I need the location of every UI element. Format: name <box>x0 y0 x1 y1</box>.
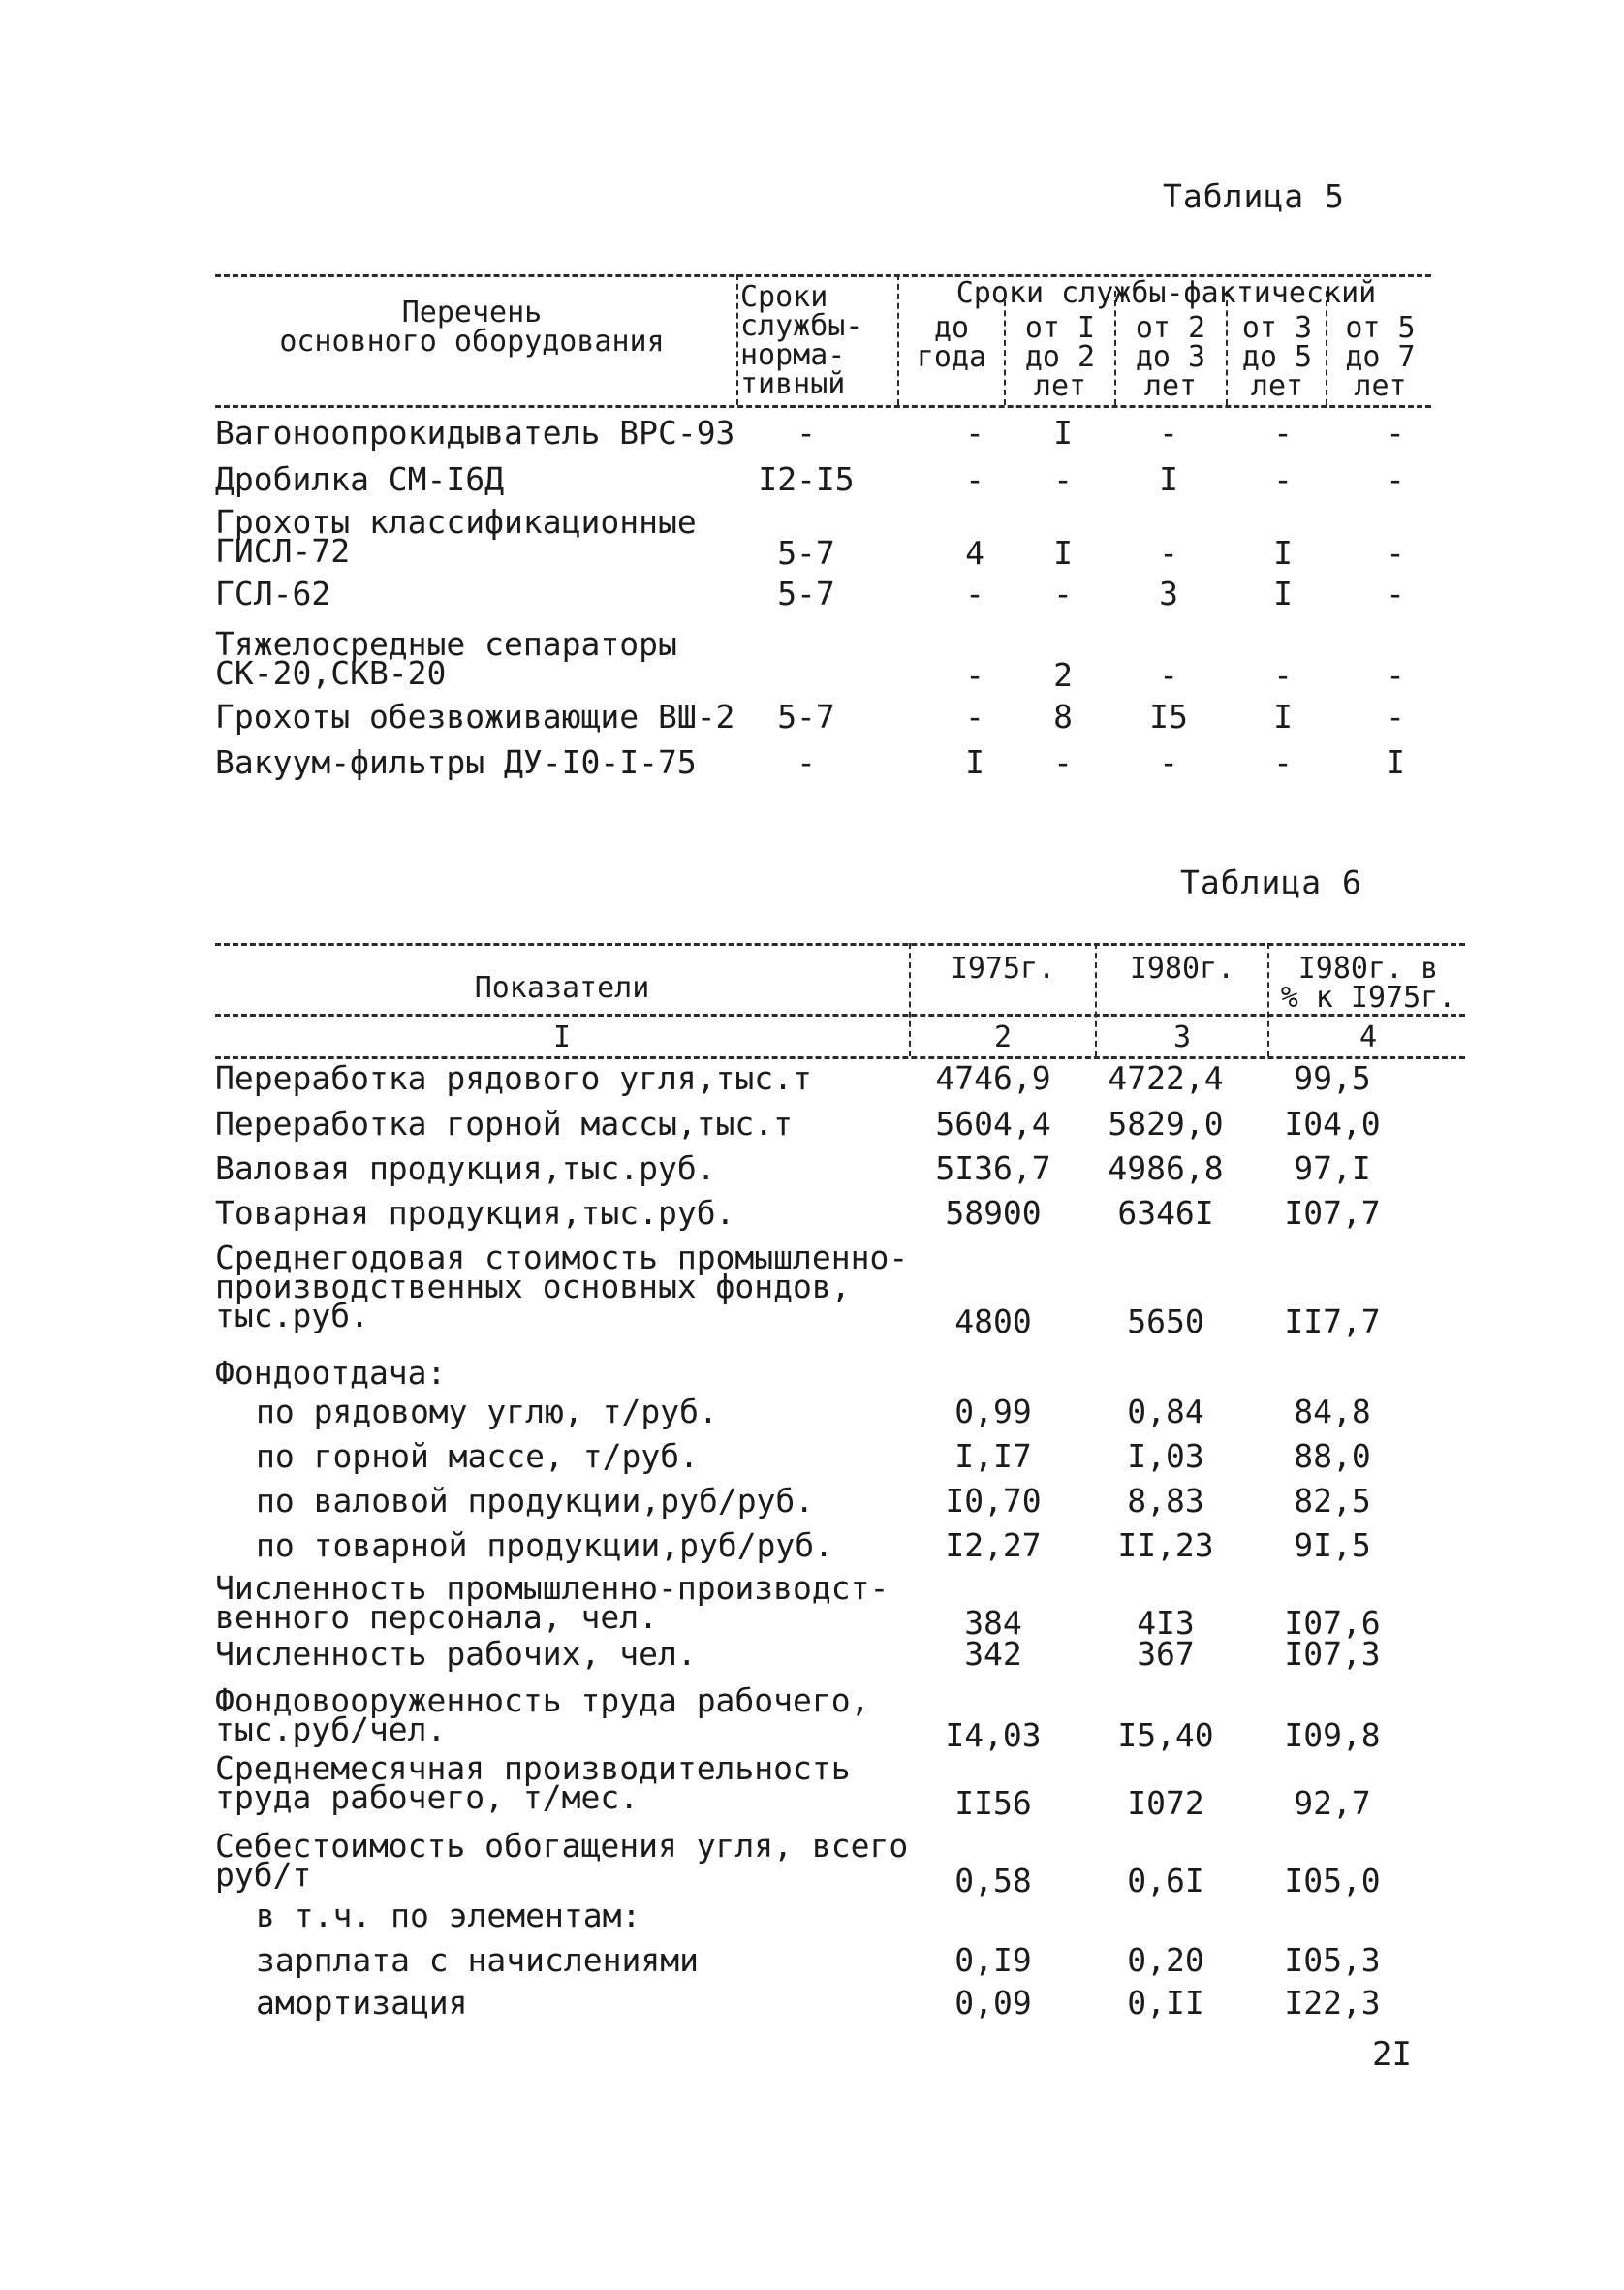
table5-cell-c2: I <box>1053 534 1073 572</box>
table6-cell-c: I07,7 <box>1284 1194 1381 1232</box>
table6-cell-c: II7,7 <box>1284 1302 1381 1340</box>
table5-cell-c2: - <box>1053 575 1073 612</box>
equipment-name: Дробилка СМ-I6Д <box>215 460 505 498</box>
table6-cell-c: I05,0 <box>1284 1862 1381 1899</box>
table6-cell-b: 8,83 <box>1127 1482 1204 1520</box>
table5-cell-c4: I <box>1273 534 1293 572</box>
indicator-name: Фондовооруженность труда рабочего, тыс.руб/чел. <box>215 1681 870 1748</box>
table6-caption: Таблица 6 <box>1180 863 1362 901</box>
table5-cell-c3: I5 <box>1149 698 1188 736</box>
indicator-name: амортизация <box>256 1984 468 2022</box>
table6-col-divider <box>909 943 911 1056</box>
table6-cell-a: I2,27 <box>945 1526 1042 1564</box>
table5-header-1-2: от I до 2 лет <box>1024 311 1096 403</box>
table5-cell-c3: - <box>1159 743 1178 781</box>
table6-cell-b: 4722,4 <box>1108 1059 1224 1097</box>
table6-cell-b: 5650 <box>1127 1302 1204 1340</box>
indicator-name: по товарной продукции,руб/руб. <box>256 1526 834 1564</box>
table6-cell-c: 9I,5 <box>1294 1526 1371 1564</box>
table5-header-actual: Сроки службы-фактический <box>955 276 1377 310</box>
table6-cell-b: 367 <box>1137 1635 1195 1673</box>
table6-cell-a: 384 <box>964 1604 1022 1642</box>
table5-header-5-7: от 5 до 7 лет <box>1345 311 1416 403</box>
table6-cell-a: 58900 <box>945 1194 1042 1232</box>
table5-cell-c4: I <box>1273 575 1293 612</box>
table6-cell-a: 5I36,7 <box>935 1149 1051 1187</box>
table6-header-1975: I975г. <box>950 952 1056 986</box>
table5-cell-norm: 5-7 <box>777 575 835 612</box>
table6-cell-a: 0,I9 <box>954 1941 1032 1979</box>
table5-cell-c1: 4 <box>965 534 984 572</box>
table5-header-3-5: от 3 до 5 лет <box>1241 311 1313 403</box>
table5-cell-c4: - <box>1273 460 1293 498</box>
table5-cell-c4: I <box>1273 698 1293 736</box>
table5-header-rule <box>215 405 1431 408</box>
table5-cell-c1: - <box>965 698 984 736</box>
table5-cell-c5: - <box>1386 656 1405 694</box>
table6-cell-b: II,23 <box>1117 1526 1214 1564</box>
table6-cell-c: 97,I <box>1294 1149 1371 1187</box>
table5-cell-c3: - <box>1159 414 1178 452</box>
indicator-name: Валовая продукция,тыс.руб. <box>215 1149 716 1187</box>
indicator-name: Среднегодовая стоимость промышленно- производственных основных фондов, тыс.руб. <box>215 1239 909 1334</box>
indicator-name: Себестоимость обогащения угля, всего руб/т <box>215 1827 909 1894</box>
table6-cell-b: 0,6I <box>1127 1862 1204 1899</box>
table6-cell-c: 84,8 <box>1294 1393 1371 1430</box>
table5-cell-c2: I <box>1053 414 1073 452</box>
table5-cell-norm: - <box>796 743 816 781</box>
table6-colnum-3: 3 <box>1172 1020 1192 1054</box>
table6-cell-c: 88,0 <box>1294 1437 1371 1475</box>
table5-col-divider <box>897 274 899 405</box>
table6-cell-c: 99,5 <box>1294 1059 1371 1097</box>
table5-cell-c3: 3 <box>1159 575 1178 612</box>
table6-cell-c: I09,8 <box>1284 1716 1381 1754</box>
table6-cell-a: I4,03 <box>945 1716 1042 1754</box>
table5-cell-c2: 2 <box>1053 656 1073 694</box>
table5-cell-c1: I <box>965 743 984 781</box>
table5-cell-c1: - <box>965 575 984 612</box>
table6-cell-a: 4746,9 <box>935 1059 1051 1097</box>
table5-cell-norm: - <box>796 414 816 452</box>
table6-col-divider <box>1095 943 1097 1056</box>
table6-cell-b: 4986,8 <box>1108 1149 1224 1187</box>
table6-header-1980: I980г. <box>1129 952 1235 986</box>
table6-cell-b: 0,84 <box>1127 1393 1204 1430</box>
indicator-name: Численность рабочих, чел. <box>215 1635 697 1673</box>
table5-cell-c2: - <box>1053 743 1073 781</box>
equipment-name: Тяжелосредные сепараторы СК-20,СКВ-20 <box>215 625 677 692</box>
table5-caption: Таблица 5 <box>1163 177 1345 215</box>
table6-cell-b: I,03 <box>1127 1437 1204 1475</box>
table5-cell-c5: - <box>1386 414 1405 452</box>
table5-cell-norm: 5-7 <box>777 534 835 572</box>
equipment-name: Вагоноопрокидыватель ВРС-93 <box>215 414 735 452</box>
table6-cell-c: I07,3 <box>1284 1635 1381 1673</box>
table6-colnum-1: I <box>552 1020 572 1054</box>
table6-cell-c: I04,0 <box>1284 1105 1381 1143</box>
table6-cell-b: 0,20 <box>1127 1941 1204 1979</box>
indicator-name: Численность промышленно-производст- венного персонала, чел. <box>215 1569 890 1636</box>
indicator-name: Переработка горной массы,тыс.т <box>215 1105 794 1143</box>
table5-cell-c3: I <box>1159 460 1178 498</box>
table6-cell-a: 4800 <box>954 1302 1032 1340</box>
table6-cell-a: I0,70 <box>945 1482 1042 1520</box>
table5-header-lt1: до года <box>916 311 987 374</box>
indicator-name: Среднемесячная производительность труда рабочего, т/мес. <box>215 1749 851 1816</box>
table6-cell-a: 0,58 <box>954 1862 1032 1899</box>
table5-cell-c5: - <box>1386 534 1405 572</box>
equipment-name: Вакуум-фильтры ДУ-I0-I-75 <box>215 743 697 781</box>
indicator-name: по рядовому углю, т/руб. <box>256 1393 718 1430</box>
table6-cell-a: 342 <box>964 1635 1022 1673</box>
indicator-name: по валовой продукции,руб/руб. <box>256 1482 815 1520</box>
table5-header-equipment: Перечень основного оборудования <box>279 296 665 359</box>
table6-colnum-2: 2 <box>993 1020 1013 1054</box>
table6-cell-c: 92,7 <box>1294 1784 1371 1822</box>
table5-cell-norm: 5-7 <box>777 698 835 736</box>
table5-cell-c5: - <box>1386 460 1405 498</box>
table5-cell-c1: - <box>965 414 984 452</box>
table5-cell-c1: - <box>965 460 984 498</box>
indicator-name: Товарная продукция,тыс.руб. <box>215 1194 735 1232</box>
table6-cell-a: I,I7 <box>954 1437 1032 1475</box>
table6-top-rule <box>215 943 1465 946</box>
indicator-name: Переработка рядового угля,тыс.т <box>215 1059 812 1097</box>
table6-colnum-4: 4 <box>1359 1020 1378 1054</box>
page-number: 2I <box>1372 2035 1412 2074</box>
table6-header-indicators: Показатели <box>474 971 650 1005</box>
indicator-name: по горной массе, т/руб. <box>256 1437 699 1475</box>
table5-cell-c2: - <box>1053 460 1073 498</box>
table6-cell-a: 5604,4 <box>935 1105 1051 1143</box>
table6-cell-b: 6346I <box>1117 1194 1214 1232</box>
table6-cell-c: I05,3 <box>1284 1941 1381 1979</box>
table5-cell-c5: - <box>1386 698 1405 736</box>
indicator-name: в т.ч. по элементам: <box>256 1897 641 1934</box>
table6-cell-b: 5829,0 <box>1108 1105 1224 1143</box>
table6-cell-a: II56 <box>954 1784 1032 1822</box>
table6-mid-rule <box>215 1014 1465 1017</box>
table5-cell-c3: - <box>1159 656 1178 694</box>
table5-cell-c4: - <box>1273 656 1293 694</box>
table6-cell-c: I22,3 <box>1284 1984 1381 2022</box>
table6-cell-c: 82,5 <box>1294 1482 1371 1520</box>
table6-header-ratio: I980г. в % к I975г. <box>1280 952 1456 1015</box>
table6-cell-b: I5,40 <box>1117 1716 1214 1754</box>
table5-col-divider <box>736 274 738 405</box>
table5-cell-norm: I2-I5 <box>758 460 855 498</box>
table5-header-2-3: от 2 до 3 лет <box>1135 311 1206 403</box>
table5-header-normative: Сроки службы- норма- тивный <box>740 280 863 401</box>
table6-cell-b: 0,II <box>1127 1984 1204 2022</box>
table5-cell-c1: - <box>965 656 984 694</box>
table5-cell-c5: - <box>1386 575 1405 612</box>
table6-cell-c: I07,6 <box>1284 1604 1381 1642</box>
equipment-name: Грохоты классификационные ГИСЛ-72 <box>215 503 697 570</box>
indicator-name: Фондоотдача: <box>215 1354 447 1392</box>
equipment-name: ГСЛ-62 <box>215 575 331 612</box>
table6-cell-b: I072 <box>1127 1784 1204 1822</box>
table6-col-divider <box>1267 943 1269 1056</box>
table6-cell-a: 0,99 <box>954 1393 1032 1430</box>
table5-cell-c2: 8 <box>1053 698 1073 736</box>
equipment-name: Грохоты обезвоживающие ВШ-2 <box>215 698 735 736</box>
table5-cell-c4: - <box>1273 743 1293 781</box>
table5-cell-c4: - <box>1273 414 1293 452</box>
table5-cell-c5: I <box>1386 743 1405 781</box>
table6-cell-b: 4I3 <box>1137 1604 1195 1642</box>
table6-cell-a: 0,09 <box>954 1984 1032 2022</box>
indicator-name: зарплата с начислениями <box>256 1941 699 1979</box>
table5-cell-c3: - <box>1159 534 1178 572</box>
